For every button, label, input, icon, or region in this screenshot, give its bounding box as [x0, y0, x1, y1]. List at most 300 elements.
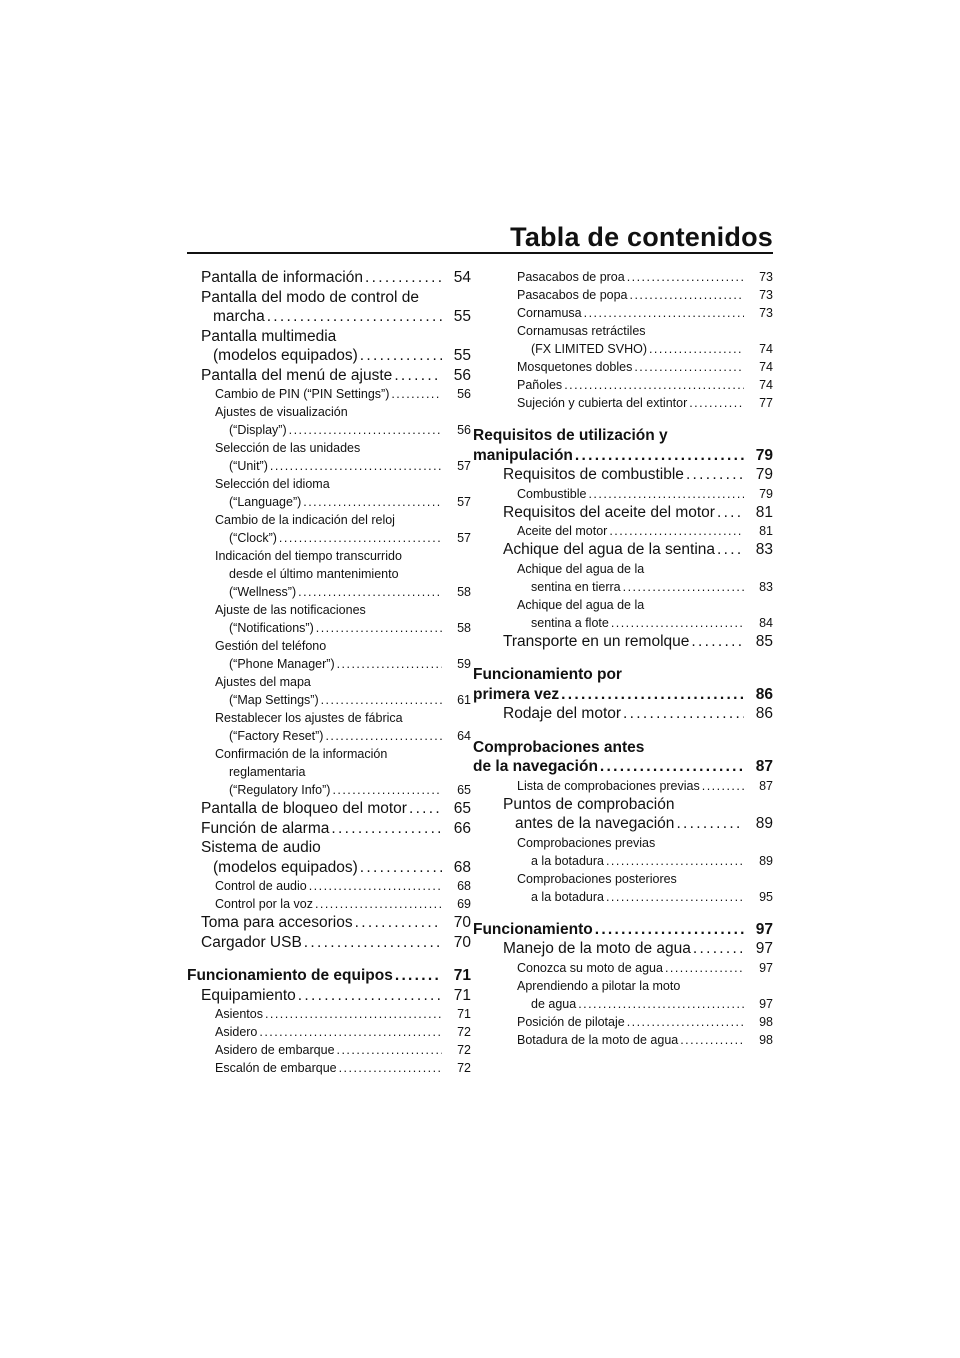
toc-entry-title: Cornamusas retráctiles: [517, 324, 646, 338]
toc-entry-line: [215, 1059, 471, 1077]
dot-leader: [337, 655, 442, 673]
dot-leader: [702, 777, 744, 795]
toc-entry-title: Control por la voz: [215, 897, 313, 911]
dot-leader: [693, 939, 744, 959]
toc-entry-line: [201, 986, 471, 1006]
dot-leader: [584, 304, 744, 322]
toc-entry-line: [517, 522, 773, 540]
toc-entry-title: sentina en tierra: [531, 579, 621, 594]
page-number: 66: [453, 819, 471, 837]
toc-entry-title: (“Language”): [229, 495, 302, 509]
toc-entry-title: Cargador USB: [201, 933, 302, 951]
toc-section-heading[interactable]: [473, 920, 773, 940]
page-number: 86: [755, 685, 773, 703]
page-number: 68: [457, 879, 471, 893]
toc-entry[interactable]: [489, 376, 773, 394]
toc-entry-title: (modelos equipados): [213, 347, 358, 364]
toc-entry-title: Pasacabos de popa: [517, 288, 628, 302]
toc-entry[interactable]: [489, 795, 773, 834]
toc-entry-title: Asidero: [215, 1025, 258, 1039]
page-number: 81: [755, 503, 773, 521]
toc-entry-title: Sujeción y cubierta del extintor: [517, 396, 688, 410]
toc-entry-line: [215, 655, 471, 673]
toc-entry-title: Asientos: [215, 1007, 263, 1021]
toc-entry-title: Funcionamiento de equipos: [187, 967, 393, 984]
dot-leader: [680, 1031, 744, 1049]
toc-entry-title: Lista de comprobaciones previas: [517, 778, 700, 793]
toc-entry-title: a la botadura: [531, 889, 604, 904]
toc-entry[interactable]: [187, 986, 471, 1006]
toc-entry-title: (“Factory Reset”): [229, 729, 324, 743]
dot-leader: [575, 446, 744, 466]
toc-entry[interactable]: [489, 977, 773, 1013]
toc-entry[interactable]: [489, 465, 773, 485]
toc-entry-line: [517, 1013, 773, 1031]
toc-entry-title: (“Regulatory Info”): [229, 783, 331, 797]
toc-entry-title: Pasacabos de proa: [517, 270, 625, 284]
toc-entry[interactable]: [187, 895, 471, 913]
toc-entry[interactable]: [187, 268, 471, 288]
page-number: 73: [759, 288, 773, 302]
page-title: Tabla de contenidos: [510, 222, 773, 252]
toc-entry-title: Mosquetones dobles: [517, 360, 633, 374]
toc-entry-line: [215, 493, 471, 511]
toc-entry[interactable]: [187, 799, 471, 819]
toc-entry-title: Conozca su moto de agua: [517, 960, 663, 975]
page-number: 57: [457, 495, 471, 509]
toc-entry-line: [517, 852, 773, 870]
dot-leader: [627, 268, 744, 286]
page-number: 59: [457, 657, 471, 671]
dot-leader: [691, 632, 744, 652]
toc-entry-title: antes de la navegación: [515, 815, 675, 832]
dot-leader: [259, 1023, 442, 1041]
page-number: 71: [457, 1007, 471, 1021]
toc-entry[interactable]: [187, 366, 471, 386]
toc-entry-title: reglamentaria: [229, 765, 306, 779]
toc-section-heading[interactable]: [473, 738, 773, 777]
toc-entry-title: Manejo de la moto de agua: [503, 940, 691, 957]
page-number: 56: [457, 423, 471, 437]
toc-entry-title: Ajustes de visualización: [215, 405, 348, 419]
toc-left-column: [187, 268, 471, 1077]
toc-entry[interactable]: [489, 286, 773, 304]
toc-entry-title: Pantalla de bloqueo del motor: [201, 800, 407, 817]
toc-entry-line: [517, 995, 773, 1013]
toc-entry-title: Comprobaciones posteriores: [517, 871, 677, 886]
toc-entry-title: Botadura de la moto de agua: [517, 1032, 679, 1047]
toc-section-heading[interactable]: [473, 665, 773, 704]
toc-entry-title: Cambio de la indicación del reloj: [215, 513, 395, 527]
toc-entry-title: Requisitos de combustible: [503, 466, 684, 483]
dot-leader: [409, 799, 442, 819]
page-number: 89: [755, 815, 773, 832]
toc-entry-line: [517, 777, 773, 795]
toc-entry[interactable]: [187, 819, 471, 839]
page-number: 98: [759, 1014, 773, 1029]
dot-leader: [298, 986, 442, 1006]
toc-entry[interactable]: [187, 673, 471, 709]
dot-leader: [360, 858, 442, 878]
toc-entry-title: Comprobaciones antes: [473, 738, 645, 756]
toc-entry[interactable]: [187, 709, 471, 745]
page-number: 72: [457, 1025, 471, 1039]
toc-entry[interactable]: [489, 632, 773, 652]
page-number: 74: [759, 360, 773, 374]
toc-entry[interactable]: [187, 637, 471, 673]
dot-leader: [339, 1059, 442, 1077]
dot-leader: [279, 529, 442, 547]
toc-entry-line: [517, 485, 773, 503]
toc-entry-title: Indicación del tiempo transcurrido: [215, 549, 402, 563]
toc-entry-line: [517, 578, 773, 596]
toc-entry-line: [201, 366, 471, 386]
toc-entry[interactable]: [187, 933, 471, 953]
toc-entry[interactable]: [187, 1041, 471, 1059]
toc-entry-title: sentina a flote: [531, 615, 609, 630]
page-number: 69: [457, 897, 471, 911]
page-number: 72: [457, 1061, 471, 1075]
toc-entry[interactable]: [187, 385, 471, 403]
page-number: 77: [759, 396, 773, 410]
page-number: 87: [759, 778, 773, 793]
toc-entry[interactable]: [489, 540, 773, 560]
dot-leader: [298, 583, 442, 601]
page-number: 57: [457, 531, 471, 545]
toc-entry-line: [215, 529, 471, 547]
toc-entry-title: Requisitos de utilización y: [473, 427, 668, 444]
toc-entry-line: [215, 619, 471, 637]
toc-entry-title: Combustible: [517, 486, 587, 501]
toc-entry[interactable]: [489, 394, 773, 412]
toc-entry-title: manipulación: [473, 446, 573, 464]
toc-entry-title: (modelos equipados): [213, 858, 358, 876]
toc-entry-line: [503, 632, 773, 652]
toc-entry-line: [517, 394, 773, 412]
toc-entry-title: Puntos de comprobación: [503, 795, 675, 813]
toc-entry-line: [517, 286, 773, 304]
page-number: 84: [759, 615, 773, 630]
toc-entry-line: [517, 1031, 773, 1049]
page-number: 97: [755, 920, 773, 938]
toc-entry[interactable]: [187, 601, 471, 637]
page-number: 97: [759, 996, 773, 1011]
page-number: 74: [759, 342, 773, 356]
toc-section-heading[interactable]: [187, 966, 471, 986]
toc-entry-line: [503, 939, 773, 959]
toc-entry[interactable]: [187, 288, 471, 327]
toc-entry-title: Equipamiento: [201, 986, 296, 1004]
dot-leader: [717, 540, 744, 560]
dot-leader: [630, 286, 744, 304]
toc-entry-line: [215, 583, 471, 601]
dot-leader: [325, 727, 442, 745]
toc-entry-title: Selección del idioma: [215, 477, 330, 491]
toc-entry-line: [215, 691, 471, 709]
toc-entry-line: [503, 704, 773, 724]
toc-entry[interactable]: [489, 358, 773, 376]
page-number: 65: [453, 800, 471, 817]
toc-entry[interactable]: [489, 485, 773, 503]
dot-leader: [395, 966, 442, 986]
toc-entry-line: [201, 819, 471, 839]
page-number: 55: [453, 308, 471, 325]
toc-entry-line: [215, 1041, 471, 1059]
dot-leader: [627, 1013, 744, 1031]
toc-entry[interactable]: [489, 560, 773, 596]
toc-entry-line: [201, 799, 471, 819]
page-number: 83: [755, 541, 773, 558]
toc-entry[interactable]: [489, 503, 773, 523]
toc-entry-line: [517, 358, 773, 376]
page-number: 68: [453, 858, 471, 876]
page-number: 74: [759, 378, 773, 392]
toc-entry-title: (FX LIMITED SVHO): [531, 342, 647, 356]
page-number: 64: [457, 729, 471, 743]
toc-entry-title: Aprendiendo a pilotar la moto: [517, 978, 681, 993]
toc-entry-title: Achique del agua de la: [517, 561, 645, 576]
page-number: 79: [755, 446, 773, 464]
toc-entry-line: [201, 858, 471, 878]
dot-leader: [316, 619, 442, 637]
toc-entry[interactable]: [187, 913, 471, 933]
page-number: 61: [457, 693, 471, 707]
toc-entry[interactable]: [187, 547, 471, 601]
dot-leader: [270, 457, 442, 475]
toc-entry-title: desde el último mantenimiento: [229, 567, 399, 581]
page-number: 72: [457, 1043, 471, 1057]
toc-entry-line: [215, 1005, 471, 1023]
dot-leader: [360, 346, 442, 366]
page-number: 97: [755, 940, 773, 957]
dot-leader: [665, 959, 744, 977]
dot-leader: [578, 995, 744, 1013]
toc-entry-title: (“Unit”): [229, 459, 268, 473]
toc-entry[interactable]: [187, 403, 471, 439]
toc-entry[interactable]: [187, 838, 471, 877]
toc-entry-title: Comprobaciones previas: [517, 835, 656, 850]
toc-entry-line: [215, 457, 471, 475]
toc-entry-title: Achique del agua de la sentina: [503, 541, 715, 558]
toc-entry-line: [517, 268, 773, 286]
toc-entry[interactable]: [489, 870, 773, 906]
toc-entry[interactable]: [187, 475, 471, 511]
toc-entry-title: (“Clock”): [229, 531, 277, 545]
dot-leader: [611, 614, 744, 632]
toc-entry-line: [503, 540, 773, 560]
toc-entry-title: Rodaje del motor: [503, 705, 622, 722]
page-number: 70: [453, 914, 471, 931]
toc-entry[interactable]: [489, 1031, 773, 1049]
toc-entry[interactable]: [489, 268, 773, 286]
dot-leader: [267, 307, 442, 327]
toc-entry-line: [517, 376, 773, 394]
page-number: 65: [457, 783, 471, 797]
toc-entry-title: Confirmación de la información: [215, 747, 388, 761]
toc-entry[interactable]: [489, 304, 773, 322]
toc-entry-line: [517, 959, 773, 977]
toc-entry[interactable]: [187, 877, 471, 895]
toc-entry-title: de agua: [531, 996, 577, 1011]
toc-entry[interactable]: [187, 1023, 471, 1041]
toc-entry-line: [201, 933, 471, 953]
toc-entry-title: Pantalla multimedia: [201, 327, 337, 345]
toc-entry-title: Gestión del teléfono: [215, 639, 327, 653]
toc-entry-title: Transporte en un remolque: [503, 632, 690, 650]
dot-leader: [309, 877, 442, 895]
toc-entry-title: Achique del agua de la: [517, 597, 645, 612]
page-number: 58: [457, 585, 471, 599]
dot-leader: [588, 485, 744, 503]
toc-entry-title: Restablecer los ajustes de fábrica: [215, 711, 403, 725]
dot-leader: [391, 385, 442, 403]
toc-entry-title: a la botadura: [531, 853, 604, 868]
toc-entry-title: Control de audio: [215, 879, 307, 893]
toc-entry-line: [187, 966, 471, 986]
toc-entry-line: [473, 685, 773, 705]
page-number: 79: [755, 466, 773, 483]
dot-leader: [331, 819, 442, 839]
toc-entry[interactable]: [489, 959, 773, 977]
toc-entry-line: [503, 465, 773, 485]
dot-leader: [676, 814, 744, 834]
toc-entry-line: [215, 895, 471, 913]
toc-entry-line: [517, 614, 773, 632]
toc-entry-title: marcha: [213, 308, 265, 325]
toc-entry-title: de la navegación: [473, 758, 598, 775]
dot-leader: [394, 366, 442, 386]
toc-entry-title: Asidero de embarque: [215, 1043, 335, 1057]
toc-entry-line: [215, 877, 471, 895]
dot-leader: [623, 578, 744, 596]
page-number: 86: [755, 705, 773, 722]
dot-leader: [634, 358, 744, 376]
toc-entry-title: Cornamusa: [517, 306, 582, 320]
dot-leader: [265, 1005, 442, 1023]
dot-leader: [337, 1041, 442, 1059]
toc-entry-title: Funcionamiento por: [473, 666, 622, 683]
toc-entry-line: [473, 920, 773, 940]
page-number: 54: [453, 269, 471, 286]
dot-leader: [600, 757, 744, 777]
page-number: 71: [453, 986, 471, 1004]
toc-entry[interactable]: [489, 834, 773, 870]
dot-leader: [289, 421, 442, 439]
dot-leader: [321, 691, 442, 709]
page-number: 85: [755, 632, 773, 650]
toc-entry-title: Toma para accesorios: [201, 914, 353, 931]
toc-entry[interactable]: [489, 704, 773, 724]
toc-entry-title: Función de alarma: [201, 819, 330, 837]
dot-leader: [304, 933, 442, 953]
toc-entry-title: Pañoles: [517, 378, 563, 392]
page-number: 56: [453, 366, 471, 384]
dot-leader: [355, 913, 442, 933]
page-number: 70: [453, 933, 471, 951]
dot-leader: [315, 895, 442, 913]
dot-leader: [609, 522, 744, 540]
dot-leader: [564, 376, 744, 394]
toc-entry-title: (“Notifications”): [229, 621, 314, 635]
toc-entry-title: Ajustes del mapa: [215, 675, 311, 689]
page-number: 56: [457, 387, 471, 401]
toc-entry-title: (“Phone Manager”): [229, 657, 335, 671]
page-number: 83: [759, 579, 773, 594]
toc-entry-line: [473, 757, 773, 777]
toc-entry-title: (“Map Settings”): [229, 693, 319, 707]
toc-entry-title: Requisitos del aceite del motor: [503, 503, 715, 521]
toc-entry-title: Aceite del motor: [517, 524, 608, 538]
toc-entry-title: Funcionamiento: [473, 920, 593, 938]
dot-leader: [686, 465, 744, 485]
dot-leader: [649, 340, 744, 358]
dot-leader: [623, 704, 744, 724]
toc-entry-title: Sistema de audio: [201, 839, 321, 856]
toc-entry-title: (“Display”): [229, 423, 287, 437]
toc-entry[interactable]: [489, 1013, 773, 1031]
toc-entry[interactable]: [489, 939, 773, 959]
toc-entry-title: Selección de las unidades: [215, 441, 361, 455]
page-number: 55: [453, 347, 471, 364]
page-number: 71: [453, 967, 471, 984]
dot-leader: [606, 852, 744, 870]
toc-entry-line: [517, 340, 773, 358]
toc-entry[interactable]: [489, 777, 773, 795]
dot-leader: [606, 888, 744, 906]
toc-entry-line: [215, 421, 471, 439]
toc-entry-line: [517, 304, 773, 322]
toc-entry-title: Pantalla del menú de ajuste: [201, 366, 393, 384]
toc-entry-title: Pantalla de información: [201, 269, 363, 286]
toc-entry-line: [215, 385, 471, 403]
toc-entry[interactable]: [489, 322, 773, 358]
toc-section-heading[interactable]: [473, 426, 773, 465]
toc-entry-title: (“Wellness”): [229, 585, 297, 599]
toc-entry-line: [201, 307, 471, 327]
toc-entry[interactable]: [187, 327, 471, 366]
toc-entry-line: [503, 503, 773, 523]
toc-entry-line: [201, 268, 471, 288]
dot-leader: [717, 503, 744, 523]
toc-entry-line: [517, 888, 773, 906]
dot-leader: [332, 781, 442, 799]
toc-entry-title: Ajuste de las notificaciones: [215, 603, 366, 617]
dot-leader: [561, 685, 744, 705]
dot-leader: [365, 268, 442, 288]
toc-entry[interactable]: [489, 596, 773, 632]
toc-entry[interactable]: [489, 522, 773, 540]
toc-entry[interactable]: [187, 439, 471, 475]
toc-entry-line: [201, 346, 471, 366]
page-number: 79: [759, 486, 773, 501]
toc-entry[interactable]: [187, 745, 471, 799]
page-number: 81: [759, 524, 773, 538]
page-number: 98: [759, 1032, 773, 1047]
toc-entry-line: [473, 446, 773, 466]
toc-entry-line: [215, 1023, 471, 1041]
toc-entry[interactable]: [187, 1005, 471, 1023]
toc-entry-title: Pantalla del modo de control de: [201, 288, 420, 306]
page-number: 57: [457, 459, 471, 473]
page-number: 97: [759, 960, 773, 975]
toc-entry[interactable]: [187, 1059, 471, 1077]
toc-entry[interactable]: [187, 511, 471, 547]
toc-entry-title: Escalón de embarque: [215, 1061, 337, 1075]
toc-entry-title: Cambio de PIN (“PIN Settings”): [215, 387, 390, 401]
title-divider: [187, 252, 773, 254]
toc-entry-line: [201, 913, 471, 933]
toc-entry-line: [215, 727, 471, 745]
